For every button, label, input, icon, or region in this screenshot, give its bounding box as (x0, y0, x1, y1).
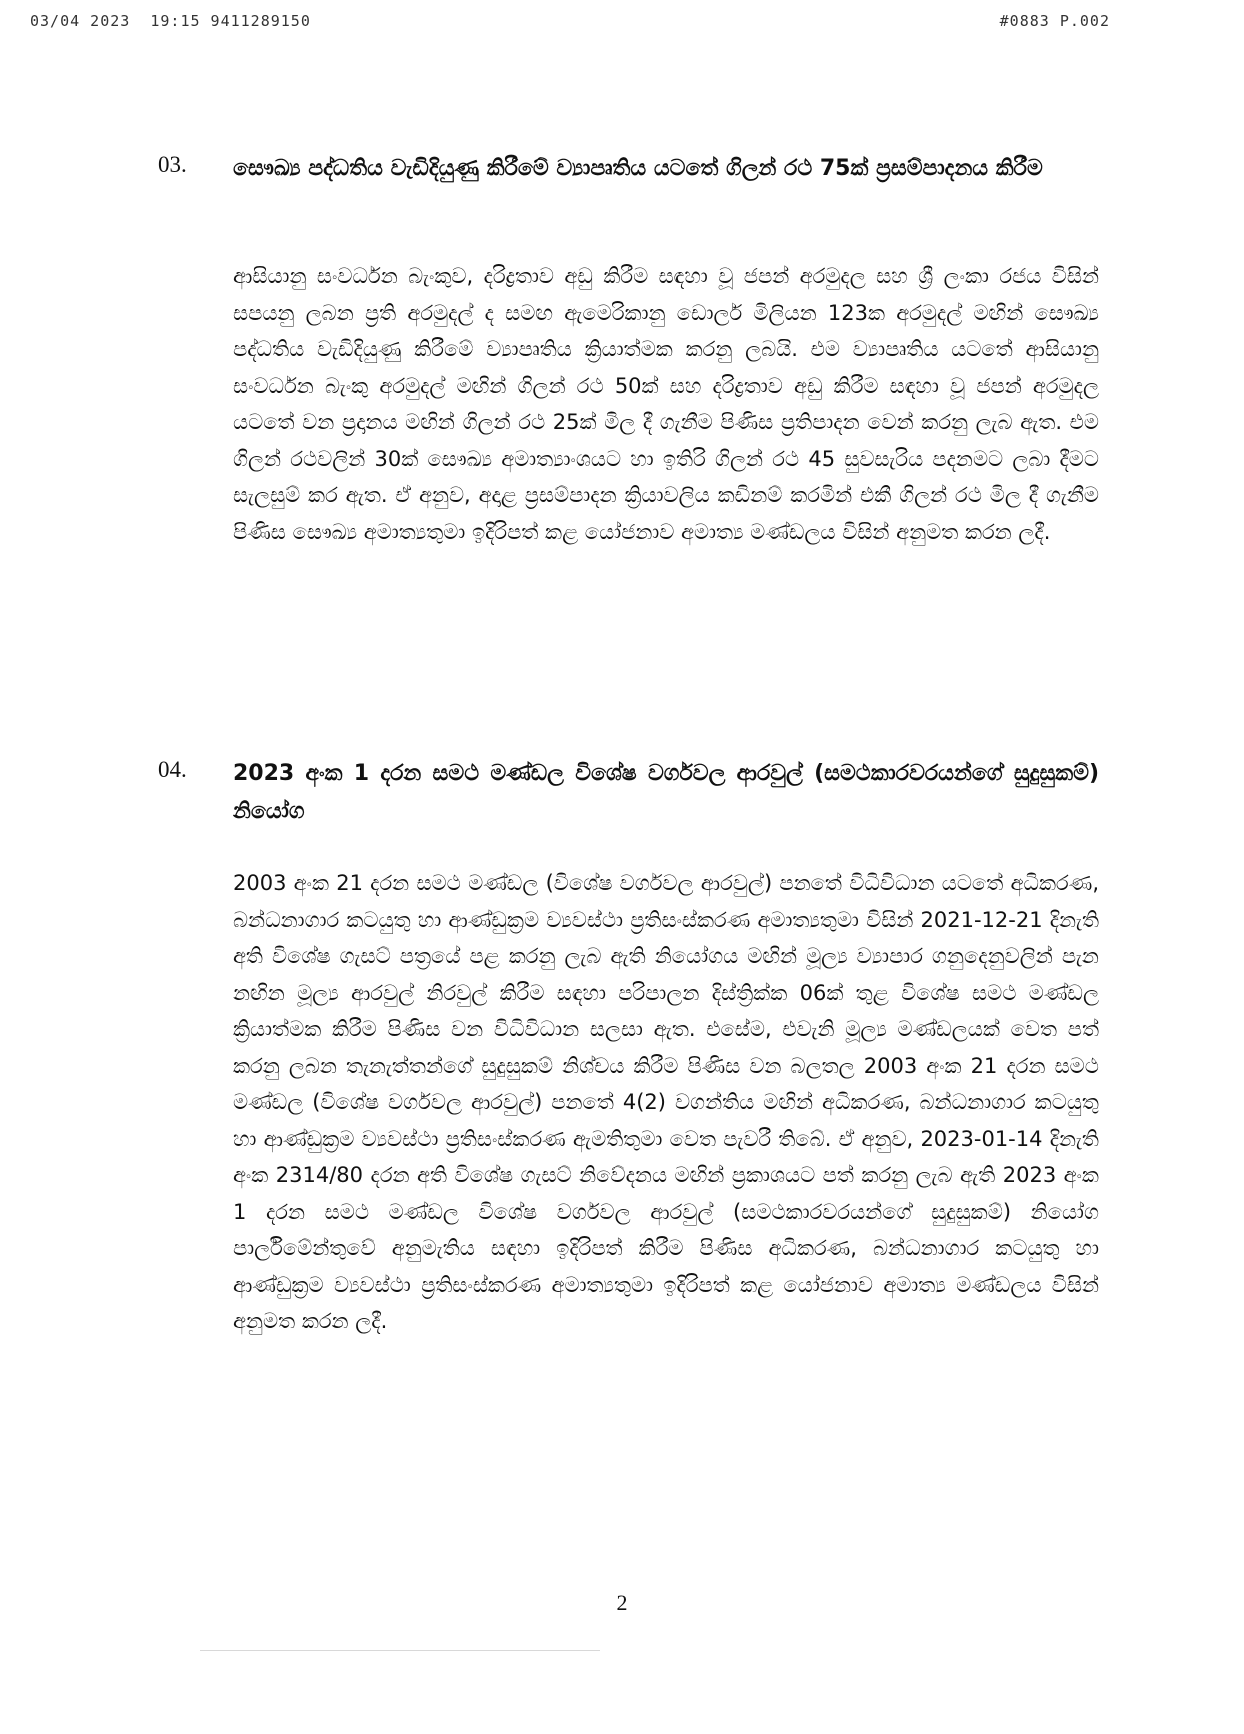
section-number: 04. (158, 757, 187, 782)
section-title: සෞඛ්‍ය පද්ධතිය වැඩිදියුණු කිරීමේ ව්‍යාපෘතිය යටතේ ගිලන් රථ 75ක් ප්‍රසම්පාදනය කිරීම (233, 156, 1043, 181)
fax-header-page-ref: #0883 P.002 (999, 12, 1110, 30)
section-title: 2023 අංක 1 දරන සමථ මණ්ඩල විශේෂ වර්ගවල ආරවුල් (සමථකාරවරයන්ගේ සුදුසුකම්) නියෝග (233, 761, 1099, 824)
section-body: 2003 අංක 21 දරන සමථ මණ්ඩල (විශේෂ වර්ගවල ආරවුල්) පනතේ විධිවිධාන යටතේ අධිකරණ, බන්ධනාගාර කටයුතු හා ආණ්ඩුක්‍රම ව්‍යවස්ථා ප්‍රතිසංස්කරණ අමාත්‍යතුමා විසින් 2021-12-21 දිනැති අති විශේෂ ගැසට් පත්‍රයේ පළ කරනු ලැබ ඇති නියෝගය මඟින් මූල්‍ය ව්‍යාපාර ගනුදෙනුවලින් පැන නඟින මූල්‍ය ආරවුල් නිරවුල් කිරීම සඳහා පරිපාලන දිස්ත්‍රික්ක 06ක් තුළ විශේෂ සමථ මණ්ඩල ක්‍රියාත්මක කිරීම පිණිස වන විධිවිධාන සලසා ඇත. එසේම, එවැනි මූල්‍ය මණ්ඩලයක් වෙත පත් කරනු ලබන තැනැත්තන්ගේ සුදුසුකම් නිශ්චය කිරීම පිණිස වන බලතල 2003 අංක 21 දරන සමථ මණ්ඩල (විශේෂ වර්ගවල ආරවුල්) පනතේ 4(2) වගන්තිය මඟින් අධිකරණ, බන්ධනාගාර කටයුතු හා ආණ්ඩුක්‍රම ව්‍යවස්ථා ප්‍රතිසංස්කරණ ඇමතිතුමා වෙත පැවරී තිබේ. ඒ අනුව, 2023-01-14 දිනැති අංක 2314/80 දරන අති විශේෂ ගැසට් නිවේදනය මඟින් ප්‍රකාශයට පත් කරනු ලැබ ඇති 2023 අංක 1 දරන සමථ මණ්ඩල විශේෂ වර්ගවල ආරවුල් (සමථකාරවරයන්ගේ සුදුසුකම්) නියෝග පාර්ලිමේන්තුවේ අනුමැතිය සඳහා ඉදිරිපත් කිරීම පිණිස අධිකරණ, බන්ධනාගාර කටයුතු හා ආණ්ඩුක්‍රම ව්‍යවස්ථා ප්‍රතිසංස්කරණ අමාත්‍යතුමා ඉදිරිපත් කළ යෝජනාව අමාත්‍ය මණ්ඩලය විසින් අනුමත කරන ලදී. (233, 871, 1100, 1333)
fax-header (0, 12, 1244, 36)
section-number: 03. (158, 152, 187, 177)
scan-artifact-line (200, 1650, 600, 1651)
fax-header-date-time: 03/04 2023 19:15 9411289150 (30, 12, 311, 30)
page-number: 2 (616, 1590, 628, 1615)
section-body: ආසියානු සංවර්ධන බැංකුව, දරිද්‍රතාව අඩු කිරීම සඳහා වූ ජපන් අරමුදල සහ ශ්‍රී ලංකා රජය විසින් සපයනු ලබන ප්‍රති අරමුදල් ද සමඟ ඇමෙරිකානු ඩොලර් මිලියන 123ක අරමුදල් මඟින් සෞඛ්‍ය පද්ධතිය වැඩිදියුණු කිරීමේ ව්‍යාපෘතිය ක්‍රියාත්මක කරනු ලබයි. එම ව්‍යාපෘතිය යටතේ ආසියානු සංවර්ධන බැංකු අරමුදල් මඟින් ගිලන් රථ 50ක් සහ දරිද්‍රතාව අඩු කිරීම සඳහා වූ ජපන් අරමුදල යටතේ වන ප්‍රදානය මඟින් ගිලන් රථ 25ක් මිල දී ගැනීම පිණිස ප්‍රතිපාදන වෙන් කරනු ලැබ ඇත. එම ගිලන් රථවලින් 30ක් සෞඛ්‍ය අමාත්‍යාංශයට හා ඉතිරි ගිලන් රථ 45 සුවසැරිය පදනමට ලබා දීමට සැලසුම් කර ඇත. ඒ අනුව, අදාළ ප්‍රසම්පාදන ක්‍රියාවලිය කඩිනම් කරමින් එකී ගිලන් රථ මිල දී ගැනීම පිණිස සෞඛ්‍ය අමාත්‍යතුමා ඉදිරිපත් කළ යෝජනාව අමාත්‍ය මණ්ඩලය විසින් අනුමත කරන ලදී. (233, 264, 1099, 544)
